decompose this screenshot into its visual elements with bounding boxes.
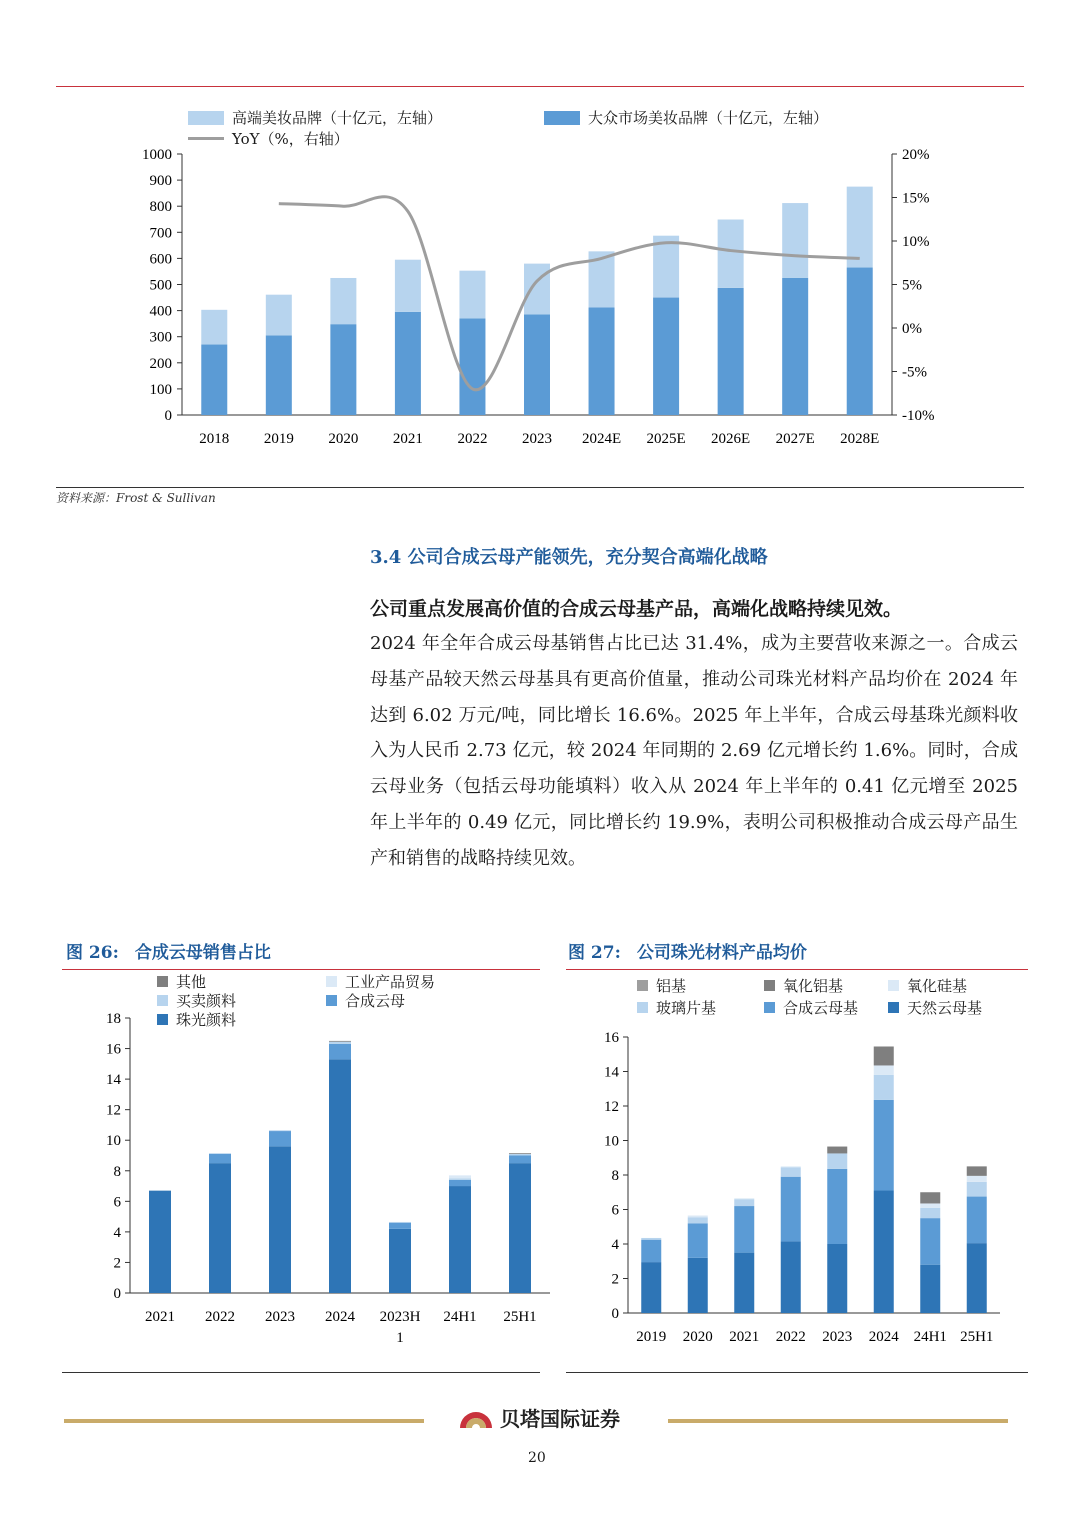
y-tick-label: 12 bbox=[106, 1102, 121, 1119]
y-tick-label: 0 bbox=[113, 1286, 121, 1302]
bar-2026E-mid_blue bbox=[718, 288, 744, 415]
legend-syn-label: 合成云母基 bbox=[783, 999, 859, 1017]
y-tick-label: 8 bbox=[611, 1168, 619, 1184]
bar-24H1-mid_blue bbox=[920, 1218, 940, 1265]
x-tick-label: 2022 bbox=[775, 1329, 806, 1345]
bar-2022-dark_blue bbox=[781, 1241, 801, 1313]
x-tick-label: 2024E bbox=[581, 431, 622, 447]
legend-other bbox=[157, 971, 206, 992]
bar-2028E-light_blue bbox=[847, 187, 873, 268]
bar-25H1-dark_grey bbox=[967, 1166, 987, 1175]
bar-2024-dark_blue bbox=[329, 1059, 351, 1293]
fig27-number: 图 27: bbox=[568, 943, 621, 963]
y-tick-label: 8 bbox=[113, 1163, 121, 1180]
bar-2022-mid_blue bbox=[209, 1154, 231, 1163]
left-tick-label: 900 bbox=[149, 173, 172, 190]
legend-glass bbox=[637, 997, 716, 1018]
x-tick-label: 2021 bbox=[145, 1309, 175, 1325]
bar-24H1-dark_blue bbox=[449, 1186, 471, 1293]
brand-name: 贝塔国际证券 bbox=[500, 1406, 620, 1431]
bar-2023H1-mid_blue bbox=[389, 1223, 411, 1229]
bar-2022-very_light_blue bbox=[781, 1166, 801, 1167]
y-tick-label: 16 bbox=[106, 1041, 121, 1058]
bar-2018-light_blue bbox=[201, 310, 227, 345]
body-lead: 公司重点发展高价值的合成云母基产品，高端化战略持续见效。 bbox=[370, 598, 903, 620]
bar-2025E-mid_blue bbox=[653, 298, 679, 415]
legend-syn bbox=[764, 997, 858, 1018]
bar-25H1-light_blue bbox=[967, 1182, 987, 1197]
source-note: 资料来源：Frost & Sullivan bbox=[56, 491, 216, 505]
fig27-label: 公司珠光材料产品均价 bbox=[636, 943, 807, 963]
fig26-label: 合成云母销售占比 bbox=[134, 943, 271, 963]
left-tick-label: 0 bbox=[164, 408, 172, 424]
footer-gold-line-left bbox=[64, 1419, 424, 1423]
right-tick-label: 5% bbox=[902, 277, 922, 294]
bar-2019-light_blue bbox=[641, 1238, 661, 1240]
bar-2023-mid_blue bbox=[269, 1131, 291, 1146]
bar-2023H1-dark_blue bbox=[389, 1229, 411, 1293]
fig26-chart bbox=[60, 1000, 550, 1370]
left-tick-label: 200 bbox=[149, 355, 172, 372]
bar-2024-dark_grey bbox=[329, 1041, 351, 1042]
bar-2021-very_light_blue bbox=[734, 1198, 754, 1199]
legend-dealer-label: 买卖颜料 bbox=[176, 992, 237, 1010]
fig27-chart bbox=[560, 1020, 1030, 1370]
right-tick-label: 0% bbox=[902, 321, 922, 337]
bar-2023-dark_blue bbox=[269, 1146, 291, 1293]
left-tick-label: 400 bbox=[149, 303, 172, 320]
x-tick-label: 2024 bbox=[325, 1309, 355, 1325]
right-tick-label: -10% bbox=[902, 408, 935, 424]
bar-2023H1-light_blue bbox=[389, 1222, 411, 1223]
x-tick-label: 2021 bbox=[392, 431, 423, 447]
bar-24H1-dark_grey bbox=[920, 1192, 940, 1203]
fig27-title-rule bbox=[566, 969, 1028, 970]
bar-2020-dark_blue bbox=[688, 1258, 708, 1313]
bar-2026E-light_blue bbox=[718, 220, 744, 288]
bar-24H1-light_blue bbox=[449, 1178, 471, 1180]
bar-2023-light_blue bbox=[827, 1153, 847, 1169]
x-tick-label: 2024 bbox=[868, 1329, 899, 1345]
legend-alox-label: 氧化铝基 bbox=[783, 977, 844, 995]
bar-2024-dark_blue bbox=[874, 1191, 894, 1313]
y-tick-label: 2 bbox=[113, 1255, 121, 1272]
bar-25H1-dark_blue bbox=[967, 1243, 987, 1313]
bar-2021-dark_blue bbox=[149, 1191, 171, 1293]
right-tick-label: -5% bbox=[902, 364, 927, 381]
legend-trade-label: 工业产品贸易 bbox=[345, 973, 436, 991]
bar-2021-light_blue bbox=[395, 260, 421, 312]
y-tick-label: 10 bbox=[604, 1133, 619, 1150]
bar-24H1-mid_blue bbox=[449, 1180, 471, 1186]
bar-2028E-mid_blue bbox=[847, 268, 873, 415]
bar-2024-light_blue bbox=[874, 1075, 894, 1100]
bar-2027E-mid_blue bbox=[782, 278, 808, 415]
fig25-chart bbox=[0, 0, 1080, 470]
x-tick-label: 2018 bbox=[199, 431, 230, 447]
bar-2024E-mid_blue bbox=[589, 307, 615, 415]
bar-2019-light_blue bbox=[266, 295, 292, 336]
y-tick-label: 4 bbox=[113, 1224, 121, 1241]
fig26-number: 图 26: bbox=[66, 943, 119, 963]
section-title: 3.4 公司合成云母产能领先，充分契合高端化战略 bbox=[370, 547, 768, 568]
y-tick-label: 10 bbox=[106, 1133, 121, 1150]
x-tick-label: 2021 bbox=[729, 1329, 760, 1345]
legend-yoy-label: YoY（%，右轴） bbox=[232, 130, 349, 148]
x-tick-label: 2019 bbox=[636, 1329, 667, 1345]
x-tick-label: 1 bbox=[396, 1330, 404, 1346]
fig26-title-rule bbox=[62, 969, 540, 970]
x-tick-label: 25H1 bbox=[960, 1329, 994, 1345]
bar-2021-dark_blue bbox=[734, 1253, 754, 1313]
bar-2023-dark_grey bbox=[827, 1147, 847, 1154]
y-tick-label: 16 bbox=[604, 1030, 619, 1046]
x-tick-label: 2019 bbox=[263, 431, 294, 447]
bar-2023-light_blue bbox=[269, 1130, 291, 1131]
x-tick-label: 24H1 bbox=[443, 1309, 477, 1325]
bar-24H1-light_blue bbox=[920, 1208, 940, 1218]
bar-2020-light_blue bbox=[688, 1217, 708, 1223]
bar-2027E-light_blue bbox=[782, 203, 808, 278]
bar-2021-mid_blue bbox=[395, 312, 421, 415]
x-tick-label: 2023 bbox=[522, 431, 552, 447]
bar-25H1-dark_grey bbox=[509, 1153, 531, 1154]
left-tick-label: 600 bbox=[149, 251, 172, 268]
x-tick-label: 2023H bbox=[379, 1309, 421, 1325]
x-tick-label: 2020 bbox=[682, 1329, 713, 1345]
bar-2023-mid_blue bbox=[827, 1169, 847, 1244]
bar-2024-mid_blue bbox=[874, 1100, 894, 1191]
bar-2020-very_light_blue bbox=[688, 1216, 708, 1218]
y-tick-label: 14 bbox=[106, 1072, 121, 1089]
legend-siox-label: 氧化硅基 bbox=[907, 977, 968, 995]
footer-gold-line-right bbox=[668, 1419, 1008, 1423]
legend-siox bbox=[888, 975, 967, 996]
legend-other-label: 其他 bbox=[176, 973, 207, 991]
bar-2018-mid_blue bbox=[201, 345, 227, 415]
bar-2024-light_blue bbox=[329, 1042, 351, 1044]
bar-25H1-very_light_blue bbox=[967, 1176, 987, 1182]
legend-al-label: 铝基 bbox=[656, 977, 687, 995]
y-tick-label: 2 bbox=[611, 1271, 619, 1288]
fig26-title bbox=[66, 938, 271, 963]
x-tick-label: 2023 bbox=[822, 1329, 853, 1345]
bar-25H1-mid_blue bbox=[509, 1156, 531, 1164]
y-tick-label: 0 bbox=[611, 1306, 619, 1322]
bar-2022-mid_blue bbox=[459, 318, 485, 415]
y-tick-label: 4 bbox=[611, 1237, 619, 1253]
legend-glass-label: 玻璃片基 bbox=[656, 999, 717, 1017]
x-tick-label: 2028E bbox=[840, 431, 880, 447]
y-tick-label: 18 bbox=[106, 1011, 121, 1027]
bar-2021-light_blue bbox=[734, 1199, 754, 1206]
legend-premium-label: 高端美妆品牌（十亿元，左轴） bbox=[232, 109, 443, 127]
bar-2024-mid_blue bbox=[329, 1044, 351, 1059]
fig25-bottom-rule bbox=[56, 487, 1024, 488]
bar-2022-dark_blue bbox=[209, 1163, 231, 1293]
bar-2019-dark_blue bbox=[641, 1262, 661, 1313]
bar-25H1-light_blue bbox=[509, 1154, 531, 1156]
bar-2022-light_blue bbox=[781, 1167, 801, 1176]
x-tick-label: 2020 bbox=[328, 431, 359, 447]
bar-2024-dark_grey bbox=[874, 1046, 894, 1065]
left-tick-label: 700 bbox=[149, 225, 172, 242]
bar-25H1-dark_blue bbox=[509, 1163, 531, 1293]
yoy-line bbox=[279, 197, 860, 390]
bar-2019-mid_blue bbox=[266, 335, 292, 415]
bar-2022-mid_blue bbox=[781, 1177, 801, 1242]
bar-2023-mid_blue bbox=[524, 315, 550, 415]
right-tick-label: 20% bbox=[902, 147, 930, 163]
fig27-title bbox=[568, 938, 807, 963]
bar-2020-mid_blue bbox=[330, 324, 356, 415]
bar-2019-mid_blue bbox=[641, 1240, 661, 1262]
left-tick-label: 1000 bbox=[142, 147, 172, 163]
page-number: 20 bbox=[528, 1450, 546, 1466]
bar-2021-mid_blue bbox=[734, 1206, 754, 1253]
footer-logo bbox=[458, 1402, 620, 1432]
right-tick-label: 10% bbox=[902, 234, 930, 250]
x-tick-label: 2026E bbox=[711, 431, 751, 447]
legend-alox bbox=[764, 975, 843, 996]
legend-nat-label: 天然云母基 bbox=[907, 999, 983, 1017]
bar-25H1-mid_blue bbox=[967, 1197, 987, 1244]
x-tick-label: 2027E bbox=[775, 431, 815, 447]
bar-24H1-very_light_blue bbox=[920, 1203, 940, 1207]
y-tick-label: 12 bbox=[604, 1099, 619, 1115]
fig27-bottom-rule bbox=[566, 1372, 1028, 1373]
legend-trade bbox=[326, 971, 435, 992]
fig26-bottom-rule bbox=[62, 1372, 540, 1373]
left-tick-label: 300 bbox=[149, 329, 172, 346]
bar-24H1-very_light_blue bbox=[449, 1175, 471, 1178]
bar-2023-dark_blue bbox=[827, 1244, 847, 1313]
bar-2022-light_blue bbox=[459, 271, 485, 319]
x-tick-label: 2023 bbox=[265, 1309, 295, 1325]
legend-pearl-label: 珠光颜料 bbox=[176, 1011, 237, 1029]
bar-2020-mid_blue bbox=[688, 1223, 708, 1258]
bar-2020-light_blue bbox=[330, 278, 356, 324]
legend-al bbox=[637, 975, 686, 996]
left-tick-label: 100 bbox=[149, 381, 172, 398]
left-tick-label: 500 bbox=[149, 277, 172, 294]
left-tick-label: 800 bbox=[149, 199, 172, 216]
x-tick-label: 2022 bbox=[457, 431, 488, 447]
x-tick-label: 2022 bbox=[205, 1309, 235, 1325]
bar-24H1-dark_blue bbox=[920, 1265, 940, 1313]
legend-nat bbox=[888, 997, 982, 1018]
x-tick-label: 24H1 bbox=[913, 1329, 947, 1345]
bar-2023-light_blue bbox=[524, 264, 550, 315]
y-tick-label: 14 bbox=[604, 1064, 619, 1081]
bar-2024-very_light_blue bbox=[874, 1065, 894, 1074]
brand-logo-icon bbox=[458, 1402, 494, 1432]
x-tick-label: 25H1 bbox=[503, 1309, 537, 1325]
x-tick-label: 2025E bbox=[646, 431, 686, 447]
y-tick-label: 6 bbox=[611, 1202, 619, 1219]
bar-2022-light_blue bbox=[209, 1153, 231, 1154]
legend-mass-label: 大众市场美妆品牌（十亿元，左轴） bbox=[588, 109, 829, 127]
body-paragraph: 2024 年全年合成云母基销售占比已达 31.4%，成为主要营收来源之一。合成云母基产品较天然云母基具有更高价值量，推动公司珠光材料产品均价在 2024 年达到 6.02 万元/吨，同比增长 16.6%。2025 年上半年，合成云母基珠光颜料收入为人民币 2.73 亿元，较 2024 年同期的 2.69 亿元增长约 1.6%。同时，合成云母业务（包括云母功能填料）收入从 2024 年上半年的 0.41 亿元增至 2025 年上半年的 0.49 亿元，同比增长约 19.9%，表明公司积极推动合成云母产品生产和销售的战略持续见效。 bbox=[370, 633, 1018, 869]
legend-synmica-label: 合成云母 bbox=[345, 992, 406, 1010]
right-tick-label: 15% bbox=[902, 190, 930, 207]
y-tick-label: 6 bbox=[113, 1194, 121, 1211]
